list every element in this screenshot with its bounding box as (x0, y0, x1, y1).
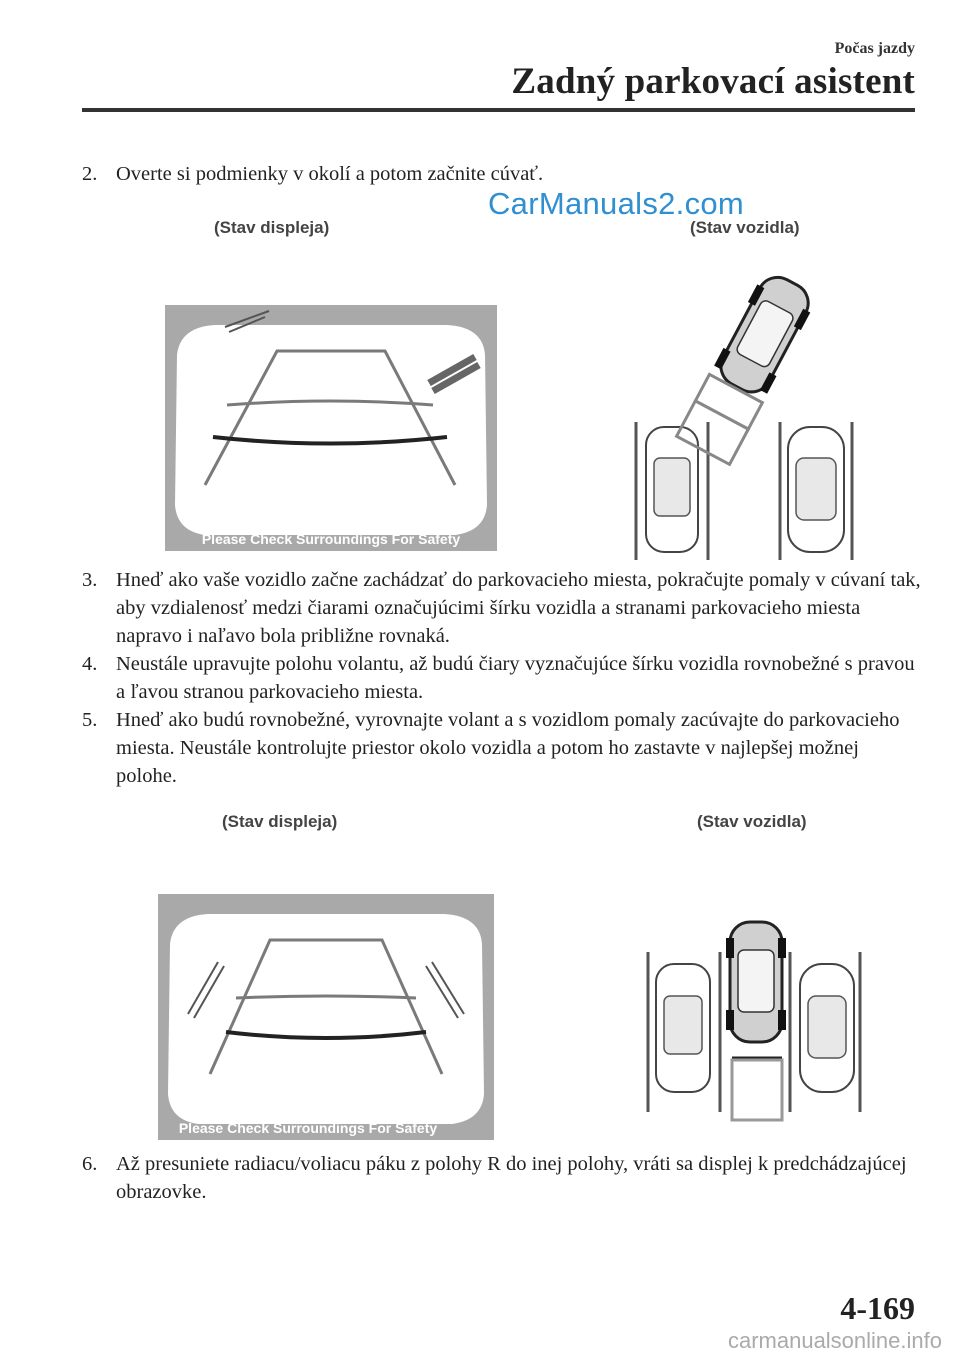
parked-car-right (800, 964, 854, 1092)
guide-box (732, 1060, 782, 1120)
parked-car-right (788, 427, 844, 552)
step-text: Hneď ako budú rovnobežné, vyrovnajte volant a s vozidlom pomaly zacúvajte do parkovacieho miesta. Neustále kontrolujte priestor okolo vozidla a potom ho zastavte v najlepšej možnej polohe. (116, 709, 900, 787)
caption-vehicle-1: (Stav vozidla) (690, 218, 800, 237)
caption-display-1: (Stav displeja) (214, 218, 330, 237)
section-label: Počas jazdy (834, 40, 915, 57)
step-number: 6. (82, 1153, 98, 1175)
vehicle-diagram-1 (628, 262, 868, 560)
step-text: Neustále upravujte polohu volantu, až budú čiary vyznačujúce šírku vozidla rovnobežné s pravou a ľavou stranou parkovacieho miesta. (116, 653, 915, 703)
step-2 (82, 160, 922, 188)
caption-display-2: (Stav displeja) (222, 812, 338, 831)
parked-car-left (646, 427, 698, 552)
chapter-title: Zadný parkovací asistent (511, 61, 915, 102)
screen-message-1: Please Check Surroundings For Safety (201, 531, 461, 547)
step-6 (82, 1150, 922, 1206)
parked-car-left (656, 964, 710, 1092)
step-number: 5. (82, 709, 98, 731)
step-text: Hneď ako vaše vozidlo začne zachádzať do parkovacieho miesta, pokračujte pomaly v cúvaní tak, aby vzdialenosť medzi čiarami označujúcimi šírku vozidla a stranami parkovacieho miesta napravo i naľavo bola približne rovnaká. (116, 569, 921, 647)
step-number: 3. (82, 569, 98, 591)
watermark-logo: CarManuals2.com (488, 186, 745, 221)
screen-message-2: Please Check Surroundings For Safety (178, 1120, 438, 1136)
reversing-car-2 (726, 922, 786, 1042)
camera-display-1 (165, 305, 497, 551)
step-number: 2. (82, 163, 98, 185)
step-3 (82, 566, 922, 650)
vehicle-diagram-2 (640, 912, 870, 1126)
step-text: Overte si podmienky v okolí a potom začnite cúvať. (116, 163, 544, 185)
step-number: 4. (82, 653, 98, 675)
camera-display-2 (158, 894, 494, 1140)
camera-view (175, 325, 487, 535)
footer-watermark: carmanualsonline.info (727, 1328, 942, 1353)
camera-view (168, 914, 484, 1124)
step-4 (82, 650, 922, 706)
caption-vehicle-2: (Stav vozidla) (697, 812, 807, 831)
page-number: 4-169 (840, 1290, 915, 1326)
header-divider (82, 108, 915, 112)
step-5 (82, 706, 922, 790)
step-text: Až presuniete radiacu/voliacu páku z polohy R do inej polohy, vráti sa displej k predchádzajúcej obrazovke. (116, 1153, 907, 1203)
